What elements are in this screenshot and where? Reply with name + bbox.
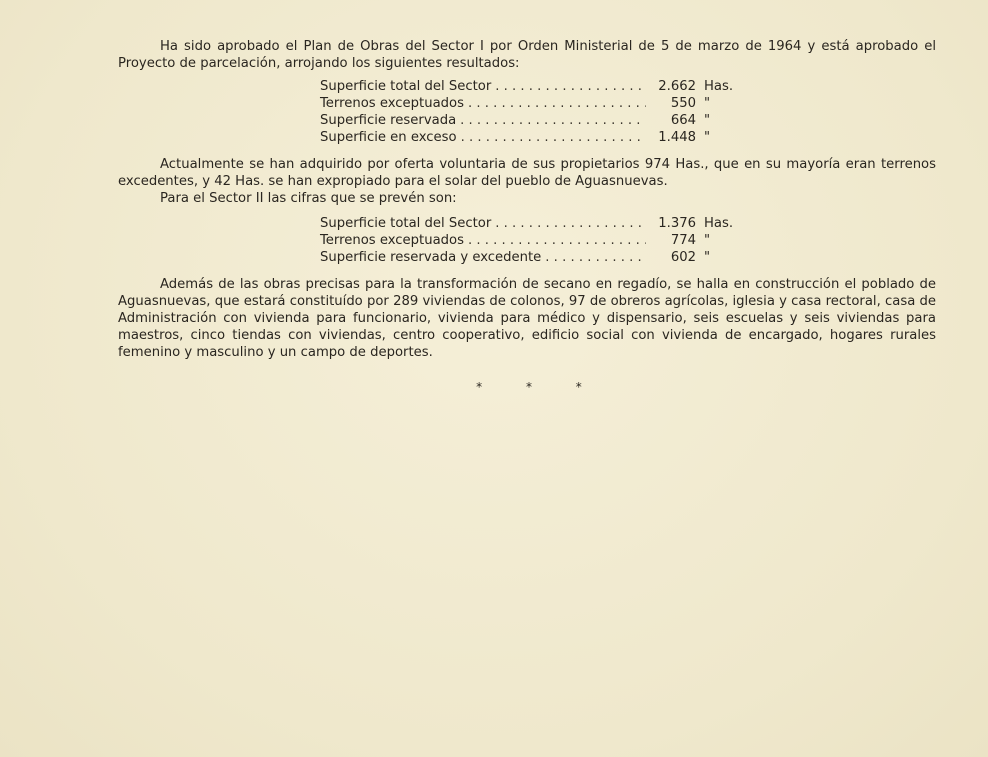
table-row [320, 249, 740, 266]
leader-dots [545, 249, 646, 266]
row-unit: Has. [704, 79, 734, 94]
row-label: Superficie reservada [320, 113, 457, 128]
document-page [118, 38, 936, 396]
row-unit: " [704, 130, 711, 145]
table-row [320, 215, 740, 232]
section-separator: * * * [476, 380, 602, 394]
row-value: 664 [670, 113, 696, 128]
row-label: Terrenos exceptuados [320, 96, 464, 111]
row-unit: " [704, 233, 711, 248]
leader-dots [495, 215, 646, 232]
leader-dots [461, 129, 646, 146]
paragraph-plan-obras: Ha sido aprobado el Plan de Obras del Sector I por Orden Ministerial de 5 de marzo de 1964 y está aprobado el Proyecto de parcelación, arrojando los siguientes resultados: [118, 39, 936, 71]
paragraph-adquisiciones: Actualmente se han adquirido por oferta voluntaria de sus propietarios 974 Has., que en su mayoría eran terrenos excedentes, y 42 Has. se han expropiado para el solar del pueblo de Aguasnuevas. [118, 157, 936, 189]
paragraph-sector-2-intro: Para el Sector II las cifras que se prevén son: [160, 191, 457, 206]
paragraph-poblado: Además de las obras precisas para la transformación de secano en regadío, se halla en construcción el poblado de Aguasnuevas, que estará constituído por 289 viviendas de colonos, 97 de obreros agrícolas, iglesia y casa rectoral, casa de Administración con vivienda para funcionario, vivienda para médico y dispensario, seis escuelas y seis viviendas para maestros, cinco tiendas con viviendas, centro cooperativo, edificio social con vivienda de encargado, hogares rurales femenino y masculino y un campo de deportes. [118, 277, 936, 360]
row-value: 550 [670, 96, 696, 111]
leader-dots [468, 232, 646, 249]
table-row [320, 232, 740, 249]
leader-dots [495, 78, 646, 95]
row-value: 2.662 [658, 79, 696, 94]
row-label: Terrenos exceptuados [320, 233, 464, 248]
leader-dots [468, 95, 646, 112]
row-unit: " [704, 96, 711, 111]
row-value: 602 [670, 250, 696, 265]
table-row [320, 112, 740, 129]
row-label: Superficie total del Sector [320, 216, 492, 231]
row-label: Superficie en exceso [320, 130, 457, 145]
row-label: Superficie total del Sector [320, 79, 492, 94]
table-row [320, 78, 740, 95]
row-value: 774 [670, 233, 696, 248]
table-row [320, 95, 740, 112]
row-unit: Has. [704, 216, 734, 231]
sector-2-table [320, 215, 740, 266]
row-unit: " [704, 250, 711, 265]
table-row [320, 129, 740, 146]
row-unit: " [704, 113, 711, 128]
row-label: Superficie reservada y excedente [320, 250, 542, 265]
leader-dots [460, 112, 646, 129]
sector-1-table [320, 78, 740, 146]
row-value: 1.448 [658, 130, 696, 145]
row-value: 1.376 [658, 216, 696, 231]
